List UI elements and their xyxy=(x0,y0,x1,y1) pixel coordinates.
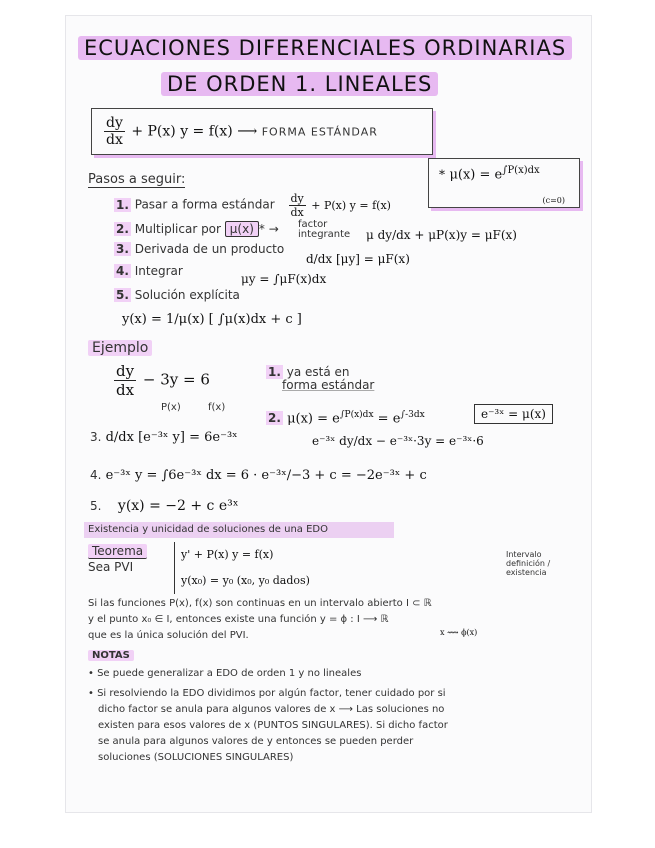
theorem-p3: que es la única solución del PVI. xyxy=(88,630,249,641)
example-heading: Ejemplo xyxy=(88,340,152,356)
example-mu-box: e⁻³ˣ = μ(x) xyxy=(474,404,553,424)
step-3: 3. Derivada de un producto xyxy=(116,242,285,256)
factor-integrante-label: factor integrante xyxy=(298,219,351,240)
integrating-factor-box xyxy=(428,158,580,208)
arrow-icon: → xyxy=(268,222,279,236)
note-2-line4: se anula para algunos valores de y entonces se pueden perder xyxy=(98,736,414,747)
theorem-p2b: x ⟿ ϕ(x) xyxy=(440,628,478,637)
existence-heading: Existencia y unicidad de soluciones de una EDO xyxy=(88,524,328,535)
example-fx-label: f(x) xyxy=(208,402,226,413)
pvi-system: y' + P(x) y = f(x) y(x₀) = y₀ (x₀, y₀ dados) xyxy=(174,542,310,594)
example-step-5: 5. y(x) = −2 + c e³ˣ xyxy=(90,498,239,514)
step-5-math: y(x) = 1/μ(x) [ ∫μ(x)dx + c ] xyxy=(122,312,302,327)
page-title-line1 xyxy=(78,36,572,60)
step-2: 2. Multiplicar por μ(x) * → xyxy=(116,222,279,236)
example-px-label: P(x) xyxy=(161,402,181,413)
mu-box: μ(x) xyxy=(225,221,259,237)
standard-form-rest: + P(x) y = f(x) xyxy=(131,123,233,140)
step-4-math: μy = ∫μF(x)dx xyxy=(241,272,327,286)
factor-exponent: ∫P(x)dx xyxy=(502,165,540,176)
theorem-p2: y el punto x₀ ∈ I, entonces existe una función y = ϕ : I ⟶ ℝ xyxy=(88,614,389,625)
example-step-4: 4. e⁻³ˣ y = ∫6e⁻³ˣ dx = 6 · e⁻³ˣ/−3 + c = −2e⁻³ˣ + c xyxy=(90,468,427,483)
step-1: 1. Pasar a forma estándar $\frac{dy}{dx}$ + P(x) y = f(x) xyxy=(116,192,391,219)
note-2-line1: • Si resolviendo la EDO dividimos por algún factor, tener cuidado por si xyxy=(88,688,446,699)
standard-form-label: FORMA ESTÁNDAR xyxy=(261,125,378,139)
notebook-page xyxy=(66,16,591,812)
factor-star: * xyxy=(439,167,445,182)
step-5: 5. Solución explícita xyxy=(116,288,240,302)
step-4: 4. Integrar xyxy=(116,264,183,278)
title-line1: ECUACIONES DIFERENCIALES ORDINARIAS xyxy=(78,36,572,60)
note-2-line5: soluciones (SOLUCIONES SINGULARES) xyxy=(98,752,294,763)
sea-pvi: Sea PVI xyxy=(88,560,134,574)
factor-lhs: μ(x) = e xyxy=(449,167,503,183)
note-1: • Se puede generalizar a EDO de orden 1 y no lineales xyxy=(88,668,362,679)
note-2-line3: existen para esos valores de x (PUNTOS SINGULARES). Si dicho factor xyxy=(98,720,448,731)
step-3-math: d/dx [μy] = μF(x) xyxy=(306,252,410,266)
theorem-p1: Si las funciones P(x), f(x) son continuas en un intervalo abierto I ⊂ ℝ xyxy=(88,598,432,609)
theorem-label: Teorema xyxy=(88,544,147,558)
title-line2: DE ORDEN 1. LINEALES xyxy=(161,72,438,96)
steps-heading: Pasos a seguir: xyxy=(88,172,186,187)
example-step-2-line2: e⁻³ˣ dy/dx − e⁻³ˣ·3y = e⁻³ˣ·6 xyxy=(312,434,484,448)
factor-note: (c=0) xyxy=(542,196,565,205)
example-step-1: 1. ya está en forma estándar xyxy=(268,365,375,392)
standard-form-box xyxy=(91,108,433,155)
dy-dx-fraction: $\frac{dy}{dx}$ xyxy=(106,115,123,148)
arrow-icon: ⟶ xyxy=(237,123,258,140)
page-title-line2 xyxy=(161,72,438,96)
interval-side-note: Intervalo definición / existencia xyxy=(506,550,551,577)
notes-heading: NOTAS xyxy=(88,650,134,661)
note-2-line2: dicho factor se anula para algunos valores de x ⟶ Las soluciones no xyxy=(98,704,445,715)
example-step-3: 3. d/dx [e⁻³ˣ y] = 6e⁻³ˣ xyxy=(90,430,238,445)
example-step-2: 2. $\mu(x) = e^{\int P(x)dx} = e^{\int-3dx}$ xyxy=(268,410,425,427)
example-equation: $\frac{dy}{dx}$ − 3y = 6 xyxy=(116,362,210,399)
step-2-math: μ dy/dx + μP(x)y = μF(x) xyxy=(366,228,517,242)
